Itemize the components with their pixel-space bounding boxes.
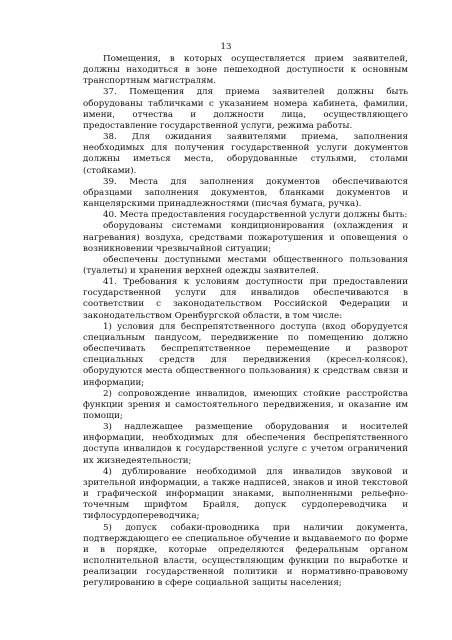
paragraph-41: 41. Требования к условиям доступности при предоставлении государственной услуги для инвалидов обеспечиваются в соответствии с законодательством Российской Федерации и законодательством Оренбургской области, в том числе: — [83, 277, 408, 321]
paragraph-premises-location: Помещения, в которых осуществляется прием заявителей, должны находиться в зоне пешеходной доступности к основным транспортным магистралям. — [83, 54, 408, 87]
page-number: 13 — [220, 42, 232, 52]
document-body — [83, 54, 408, 590]
paragraph-41-item-5: 5) допуск собаки-проводника при наличии документа, подтверждающего ее специальное обучение и выдаваемого по форме и в порядке, которые определяются федеральным органом исполнительной власти, осуществляющим функции по выработке и реализации государственной политики и нормативно-правовому регулированию в сфере социальной защиты населения; — [83, 522, 408, 589]
paragraph-40: 40. Места предоставления государственной услуги должны быть: — [103, 210, 408, 221]
paragraph-41-item-2: 2) сопровождение инвалидов, имеющих стойкие расстройства функции зрения и самостоятельного передвижения, и оказание им помощи; — [83, 388, 408, 421]
paragraph-38: 38. Для ожидания заявителями приема, заполнения необходимых для получения государственной услуги документов должны иметься места, оборудованные стульями, столами (стойками). — [83, 132, 408, 176]
paragraph-40-facilities: обеспечены доступными местами общественного пользования (туалеты) и хранения верхней одежды заявителей. — [83, 254, 408, 276]
paragraph-40-conditioning: оборудованы системами кондиционирования (охлаждения и нагревания) воздуха, средствами пожаротушения и оповещения о возникновении чрезвычайной ситуации; — [83, 221, 408, 254]
paragraph-41-item-1: 1) условия для беспрепятственного доступа (вход оборудуется специальным пандусом, передвижение по помещению должно обеспечивать беспрепятственное перемещение и разворот специальных средств для передвижения (кресел-колясок), оборудуются места общественного пользования) к средствам связи и информации; — [83, 321, 408, 388]
paragraph-41-item-3: 3) надлежащее размещение оборудования и носителей информации, необходимых для обеспечения беспрепятственного доступа инвалидов к государственной услуге с учетом ограничений их жизнедеятельности; — [83, 422, 408, 466]
paragraph-41-item-4: 4) дублирование необходимой для инвалидов звуковой и зрительной информации, а также надписей, знаков и иной текстовой и графической информации знаками, выполненными рельефно-точечным шрифтом Брайля, допуск сурдопереводчика и тифлосурдопереводчика; — [83, 466, 408, 522]
paragraph-39: 39. Места для заполнения документов обеспечиваются образцами заполнения документов, бланками документов и канцелярскими принадлежностями (писчая бумага, ручка). — [83, 176, 408, 210]
paragraph-37: 37. Помещения для приема заявителей должны быть оборудованы табличками с указанием номера кабинета, фамилии, имени, отчества и должности лица, осуществляющего предоставление государственной услуги, режима работы. — [83, 87, 408, 131]
